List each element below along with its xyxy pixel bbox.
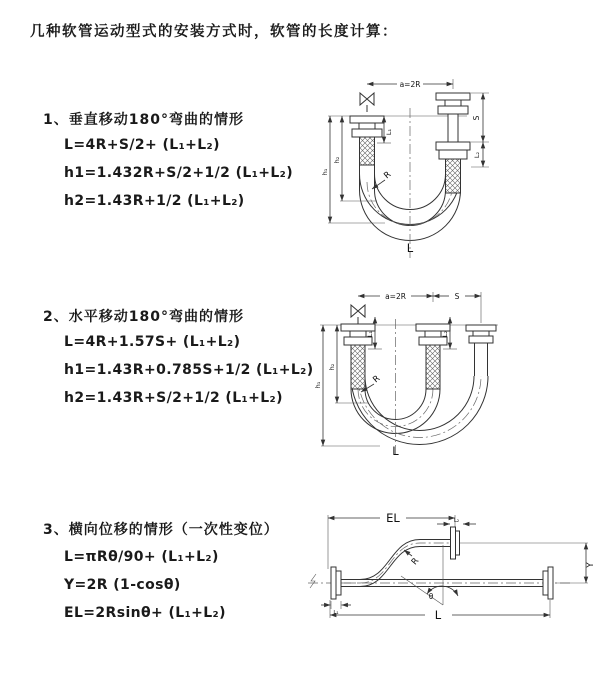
section-3-formula-L: L=πRθ/90+ (L₁+L₂)	[64, 549, 219, 565]
offset-dimension-label: S	[472, 115, 481, 121]
diagram-vertical-180-bend	[315, 68, 600, 263]
length-label: L	[392, 444, 399, 458]
end2-dimension-label: L₂	[453, 518, 460, 524]
height1-dimension-label: h₁	[321, 168, 329, 176]
diagram-lateral-displacement	[300, 503, 600, 643]
width-dimension	[367, 79, 453, 89]
section-3-formula-Y: Y=2R (1-cosθ)	[64, 577, 181, 593]
angle-label: θ	[428, 592, 434, 601]
span-dimension-label: EL	[386, 511, 400, 525]
height1-dimension-label: h₁	[314, 381, 322, 389]
radius-callout	[404, 550, 421, 567]
section-2-formula-L: L=4R+1.57S+ (L₁+L₂)	[64, 334, 241, 350]
width-dimension-label: a=2R	[399, 80, 421, 89]
diagram-horizontal-180-bend	[310, 281, 600, 461]
length-label: L	[434, 608, 442, 622]
end1-dimension-label: L₁	[333, 610, 339, 616]
end2-dimension	[437, 518, 476, 524]
section-2-formula-h1: h1=1.43R+0.785S+1/2 (L₁+L₂)	[64, 362, 314, 378]
moved-end-fitting	[466, 325, 496, 343]
section-1-heading: 1、垂直移动180°弯曲的情形	[43, 112, 244, 128]
radius-label: R	[371, 373, 383, 386]
right-flange-fitting	[543, 567, 553, 599]
page-title: 几种软管运动型式的安装方式时，软管的长度计算：	[30, 24, 398, 40]
end1-dimension	[321, 601, 351, 616]
end2-dimension-label: L₂	[473, 151, 481, 159]
section-3-formula-EL: EL=2Rsinθ+ (L₁+L₂)	[64, 605, 226, 621]
axis-break-mark	[310, 574, 316, 588]
width-dimension-label: a=2R	[385, 292, 406, 301]
section-2-formula-h2: h2=1.43R+S/2+1/2 (L₁+L₂)	[64, 390, 283, 406]
offset-dimension-label: S	[454, 292, 460, 301]
end2-dimension-label: L₂	[441, 330, 449, 338]
height2-dimension-label: h₂	[328, 363, 336, 371]
section-1-formula-h2: h2=1.43R+1/2 (L₁+L₂)	[64, 193, 245, 209]
hose-u-bend-arcs	[351, 343, 488, 445]
valve-icon	[360, 93, 374, 112]
valve-icon	[351, 305, 365, 324]
end1-dimension-label: L₁	[366, 330, 374, 338]
left-flange-fitting	[331, 567, 341, 599]
braided-hose-section	[360, 137, 375, 165]
braided-hose-section	[446, 159, 461, 193]
offset-y-dimension	[460, 543, 596, 583]
radius-label: R	[382, 169, 394, 182]
height2-dimension-label: h₂	[333, 156, 341, 164]
end2-dimension	[471, 142, 489, 167]
section-1-formula-h1: h1=1.432R+S/2+1/2 (L₁+L₂)	[64, 165, 294, 181]
section-2-heading: 2、水平移动180°弯曲的情形	[43, 309, 244, 325]
section-3-heading: 3、横向位移的情形（一次性变位）	[43, 522, 279, 538]
left-end-fitting	[350, 116, 384, 165]
offset-y-label: Y	[586, 562, 596, 568]
end1-dimension-label: L₁	[385, 128, 393, 136]
width-dimension	[358, 292, 481, 323]
braided-hose-section	[351, 345, 365, 389]
right-end-fitting	[436, 93, 470, 193]
radius-label: R	[409, 556, 422, 568]
section-1-formula-L: L=4R+S/2+ (L₁+L₂)	[64, 137, 220, 153]
offset-dimension	[471, 93, 489, 142]
upper-flange-fitting	[451, 527, 460, 559]
length-label: L	[406, 241, 414, 255]
braided-hose-section	[426, 345, 440, 389]
length-dimension	[330, 600, 550, 622]
